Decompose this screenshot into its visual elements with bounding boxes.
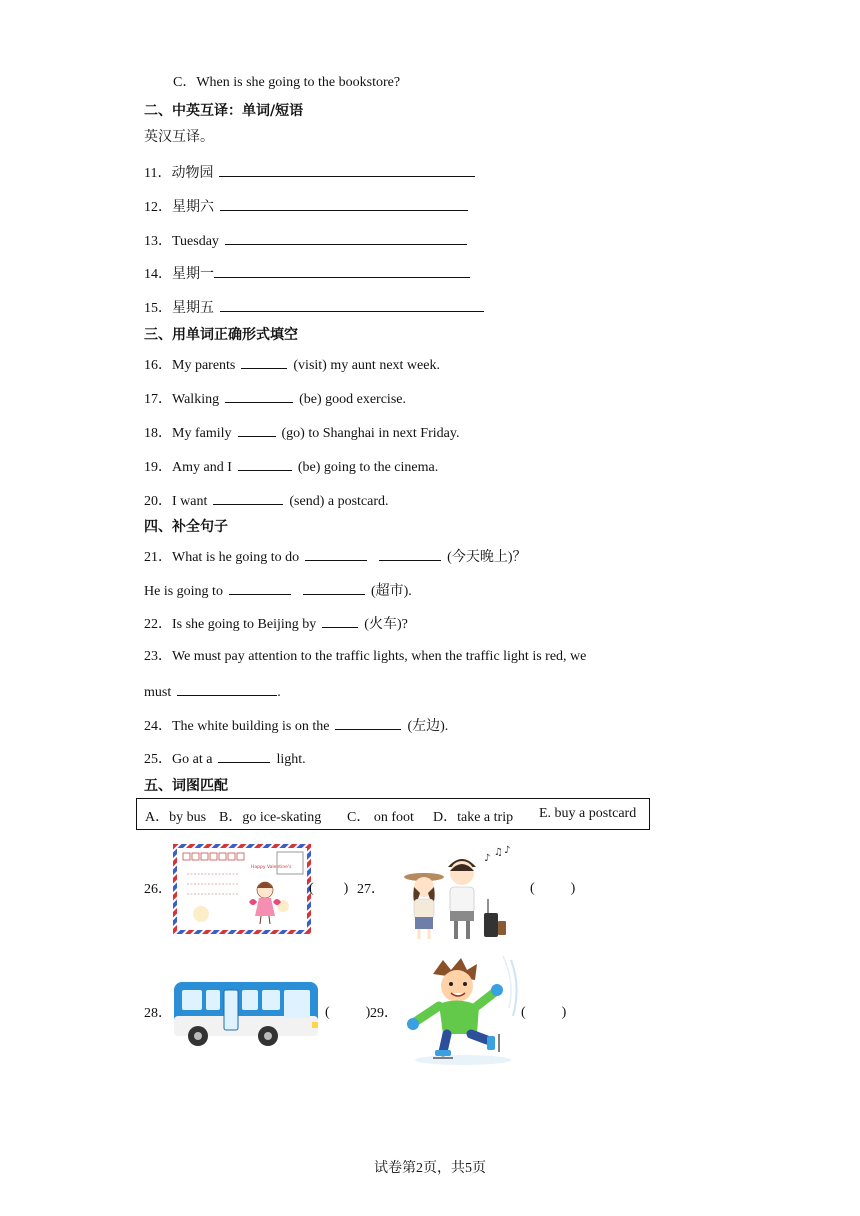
answer-line[interactable] <box>379 547 441 561</box>
question-25: 25．Go at a light. <box>144 749 306 769</box>
section-heading-2: 二、中英互译：单词/短语 <box>144 103 304 119</box>
option-c: C． on foot <box>347 810 414 825</box>
answer-line[interactable] <box>305 547 367 561</box>
question-15: 15．星期五 <box>144 298 490 318</box>
answer-line[interactable] <box>177 682 277 696</box>
answer-line[interactable] <box>229 581 291 595</box>
question-21a: 21．What is he going to do (今天晚上)？ <box>144 547 526 567</box>
question-18: 18．My family (go) to Shanghai in next Friday. <box>144 423 459 443</box>
answer-line[interactable] <box>238 423 276 437</box>
answer-line[interactable] <box>213 491 283 505</box>
answer-paren-27[interactable]: ( ) <box>530 881 576 896</box>
question-21b: He is going to (超市). <box>144 581 412 601</box>
question-20: 20．I want (send) a postcard. <box>144 491 389 511</box>
answer-line[interactable] <box>238 457 292 471</box>
postcard-greeting: Happy Valentine's <box>251 865 292 870</box>
answer-line[interactable] <box>220 298 484 312</box>
ice-skating-image <box>403 956 521 1068</box>
section-heading-3: 三、用单词正确形式填空 <box>144 327 298 343</box>
question-14: 14．星期一 <box>144 264 476 284</box>
option-a: A．by bus <box>145 810 207 825</box>
question-11: 11．动物园 <box>144 163 481 183</box>
question-23-line1: 23．We must pay attention to the traffic lights, when the traffic light is red, we <box>144 649 587 664</box>
answer-line[interactable] <box>303 581 365 595</box>
question-24: 24．The white building is on the (左边). <box>144 716 448 736</box>
answer-line[interactable] <box>214 264 470 278</box>
question-22: 22．Is she going to Beijing by (火车)? <box>144 614 408 634</box>
section-instruction: 英汉互译。 <box>144 130 214 145</box>
page-footer: 试卷第2页，共5页 <box>374 1161 486 1176</box>
answer-line[interactable] <box>322 614 358 628</box>
answer-paren-29[interactable]: ( ) <box>521 1005 567 1020</box>
question-27-label: 27． <box>357 882 385 897</box>
answer-line[interactable] <box>219 163 475 177</box>
options-box <box>136 798 650 830</box>
answer-line[interactable] <box>335 716 401 730</box>
svg-text:♪: ♪ <box>484 853 491 864</box>
question-17: 17．Walking (be) good exercise. <box>144 389 406 409</box>
question-16: 16．My parents (visit) my aunt next week. <box>144 355 440 375</box>
svg-text:♪: ♪ <box>504 845 511 856</box>
answer-line[interactable] <box>225 231 467 245</box>
question-26-label: 26． <box>144 882 172 897</box>
section-heading-5: 五、词图匹配 <box>144 778 228 794</box>
answer-paren-26[interactable]: ( ) <box>309 881 349 896</box>
section-heading-4: 四、补全句子 <box>144 519 228 535</box>
question-12: 12．星期六 <box>144 197 474 217</box>
trip-image <box>400 843 518 943</box>
svg-text:♫: ♫ <box>494 847 503 858</box>
option-b: B．go ice-skating <box>219 810 322 825</box>
answer-paren-28[interactable]: ( ) <box>325 1005 371 1020</box>
option-e: E. buy a postcard <box>539 806 637 821</box>
answer-line[interactable] <box>225 389 293 403</box>
answer-line[interactable] <box>218 749 270 763</box>
question-28-label: 28． <box>144 1006 172 1021</box>
question-29-label: 29． <box>370 1006 398 1021</box>
question-19: 19．Amy and I (be) going to the cinema. <box>144 457 438 477</box>
answer-line[interactable] <box>241 355 287 369</box>
question-13: 13．Tuesday <box>144 231 473 251</box>
question-23-line2: must . <box>144 682 281 702</box>
postcard-image <box>173 844 311 934</box>
answer-line[interactable] <box>220 197 468 211</box>
option-c: C．When is she going to the bookstore? <box>173 75 401 90</box>
option-d: D．take a trip <box>433 810 514 825</box>
bus-image <box>172 978 322 1048</box>
